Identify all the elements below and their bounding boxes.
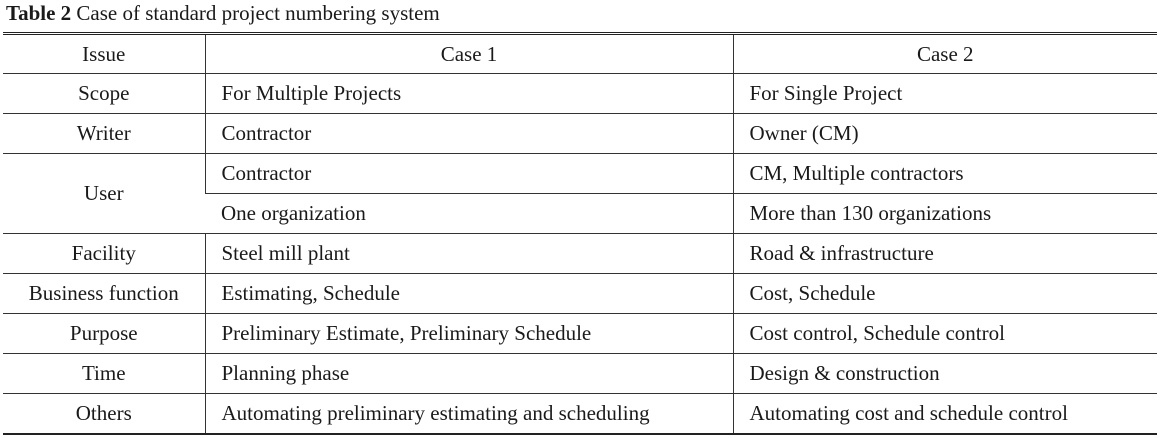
table-caption-text: Case of standard project numbering system (76, 1, 440, 25)
issue-cell: Scope (3, 74, 205, 114)
issue-cell: User (3, 154, 205, 234)
header-case-1: Case 1 (205, 35, 733, 74)
case-1-cell: For Multiple Projects (205, 74, 733, 114)
table-caption (6, 0, 440, 26)
issue-cell: Business function (3, 274, 205, 314)
case-1-cell: Estimating, Schedule (205, 274, 733, 314)
case-2-cell: CM, Multiple contractors (733, 154, 1157, 194)
issue-cell: Purpose (3, 314, 205, 354)
case-1-cell: Contractor (205, 114, 733, 154)
table-row (3, 314, 1157, 354)
case-2-cell: More than 130 organizations (733, 194, 1157, 234)
header-case-2: Case 2 (733, 35, 1157, 74)
table-row (3, 74, 1157, 114)
table-row (3, 154, 1157, 194)
table-row (3, 114, 1157, 154)
case-1-cell: One organization (205, 194, 733, 234)
issue-cell: Facility (3, 234, 205, 274)
case-1-cell: Preliminary Estimate, Preliminary Schedule (205, 314, 733, 354)
case-2-cell: Owner (CM) (733, 114, 1157, 154)
table-container (3, 32, 1157, 435)
case-2-cell: For Single Project (733, 74, 1157, 114)
table-row (3, 394, 1157, 434)
case-2-cell: Cost control, Schedule control (733, 314, 1157, 354)
case-1-cell: Automating preliminary estimating and scheduling (205, 394, 733, 434)
issue-cell: Others (3, 394, 205, 434)
case-1-cell: Planning phase (205, 354, 733, 394)
header-issue: Issue (82, 41, 126, 66)
table-row (3, 354, 1157, 394)
table-caption-label: Table 2 (6, 1, 72, 25)
case-1-cell: Steel mill plant (205, 234, 733, 274)
table-header-row (3, 35, 1157, 74)
table-row (3, 234, 1157, 274)
project-numbering-table (3, 35, 1157, 433)
issue-cell: Writer (3, 114, 205, 154)
case-2-cell: Road & infrastructure (733, 234, 1157, 274)
table-row (3, 274, 1157, 314)
case-2-cell: Automating cost and schedule control (733, 394, 1157, 434)
issue-cell: Time (3, 354, 205, 394)
case-1-cell: Contractor (205, 154, 733, 194)
case-2-cell: Design & construction (733, 354, 1157, 394)
case-2-cell: Cost, Schedule (733, 274, 1157, 314)
